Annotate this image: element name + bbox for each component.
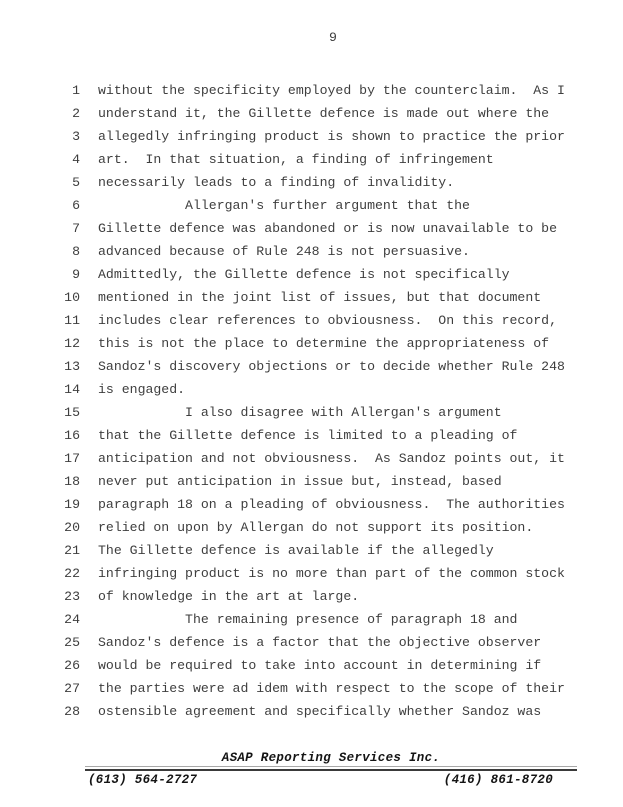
line-text: The Gillette defence is available if the allegedly <box>98 543 494 558</box>
line-text: paragraph 18 on a pleading of obviousness. The authorities <box>98 497 565 512</box>
transcript-line <box>0 79 623 102</box>
line-text: Sandoz's defence is a factor that the objective observer <box>98 635 542 650</box>
line-text: anticipation and not obviousness. As Sandoz points out, it <box>98 451 565 466</box>
line-number: 4 <box>72 152 80 167</box>
line-text: ostensible agreement and specifically whether Sandoz was <box>98 704 542 719</box>
line-text: of knowledge in the art at large. <box>98 589 360 604</box>
transcript-line <box>0 470 623 493</box>
line-number: 20 <box>64 520 80 535</box>
transcript-line <box>0 654 623 677</box>
line-number: 28 <box>64 704 80 719</box>
line-text: Admittedly, the Gillette defence is not specifically <box>98 267 510 282</box>
transcript-line <box>0 424 623 447</box>
transcript-line <box>0 263 623 286</box>
line-text: includes clear references to obviousness. On this record, <box>98 313 557 328</box>
line-number: 17 <box>64 451 80 466</box>
line-number: 12 <box>64 336 80 351</box>
transcript-line <box>0 240 623 263</box>
line-number: 8 <box>72 244 80 259</box>
transcript-line <box>0 194 623 217</box>
line-text: relied on upon by Allergan do not support its position. <box>98 520 534 535</box>
line-number: 16 <box>64 428 80 443</box>
line-text: necessarily leads to a finding of invalidity. <box>98 175 455 190</box>
line-number: 26 <box>64 658 80 673</box>
line-text: The remaining presence of paragraph 18 and <box>98 612 518 627</box>
line-number: 2 <box>72 106 80 121</box>
reporting-company-name: ASAP Reporting Services Inc. <box>221 751 441 765</box>
line-text: would be required to take into account in determining if <box>98 658 542 673</box>
line-number: 10 <box>64 290 80 305</box>
transcript-line <box>0 309 623 332</box>
line-text: art. In that situation, a finding of infringement <box>98 152 494 167</box>
transcript-line <box>0 447 623 470</box>
line-text: understand it, the Gillette defence is made out where the <box>98 106 550 121</box>
line-number: 13 <box>64 359 80 374</box>
transcript-line <box>0 355 623 378</box>
line-text: advanced because of Rule 248 is not persuasive. <box>98 244 470 259</box>
phone-toronto: (416) 861-8720 <box>443 773 553 787</box>
transcript-line <box>0 516 623 539</box>
footer <box>85 751 577 787</box>
line-number: 6 <box>72 198 80 213</box>
transcript-line <box>0 677 623 700</box>
line-number: 1 <box>72 83 80 98</box>
transcript-line <box>0 585 623 608</box>
line-number: 27 <box>64 681 80 696</box>
line-text: mentioned in the joint list of issues, but that document <box>98 290 542 305</box>
line-text: without the specificity employed by the counterclaim. As I <box>98 83 565 98</box>
transcript-line <box>0 332 623 355</box>
page-number: 9 <box>329 30 337 45</box>
footer-phones <box>85 771 577 787</box>
line-text: Gillette defence was abandoned or is now unavailable to be <box>98 221 557 236</box>
line-text: allegedly infringing product is shown to practice the prior <box>98 129 565 144</box>
line-text: infringing product is no more than part of the common stock <box>98 566 565 581</box>
transcript-line <box>0 171 623 194</box>
line-text: the parties were ad idem with respect to the scope of their <box>98 681 565 696</box>
phone-ottawa: (613) 564-2727 <box>88 773 198 787</box>
line-text: that the Gillette defence is limited to a pleading of <box>98 428 518 443</box>
line-number: 18 <box>64 474 80 489</box>
line-number: 14 <box>64 382 80 397</box>
line-number: 7 <box>72 221 80 236</box>
transcript-line <box>0 286 623 309</box>
line-number: 21 <box>64 543 80 558</box>
line-number: 19 <box>64 497 80 512</box>
transcript-line <box>0 378 623 401</box>
transcript-line <box>0 401 623 424</box>
line-text: I also disagree with Allergan's argument <box>98 405 502 420</box>
transcript-line <box>0 493 623 516</box>
line-number: 3 <box>72 129 80 144</box>
line-text: this is not the place to determine the appropriateness of <box>98 336 550 351</box>
line-text: Sandoz's discovery objections or to decide whether Rule 248 <box>98 359 565 374</box>
transcript-line <box>0 125 623 148</box>
line-text: is engaged. <box>98 382 186 397</box>
transcript-line <box>0 562 623 585</box>
transcript-line <box>0 217 623 240</box>
transcript-body <box>0 79 623 723</box>
transcript-line <box>0 102 623 125</box>
transcript-line <box>0 148 623 171</box>
line-number: 22 <box>64 566 80 581</box>
line-number: 24 <box>64 612 80 627</box>
line-text: Allergan's further argument that the <box>98 198 470 213</box>
line-number: 5 <box>72 175 80 190</box>
line-number: 9 <box>72 267 80 282</box>
line-number: 25 <box>64 635 80 650</box>
line-number: 23 <box>64 589 80 604</box>
transcript-line <box>0 539 623 562</box>
line-number: 11 <box>64 313 80 328</box>
transcript-line <box>0 608 623 631</box>
transcript-line <box>0 631 623 654</box>
line-text: never put anticipation in issue but, instead, based <box>98 474 502 489</box>
line-number: 15 <box>64 405 80 420</box>
transcript-line <box>0 700 623 723</box>
